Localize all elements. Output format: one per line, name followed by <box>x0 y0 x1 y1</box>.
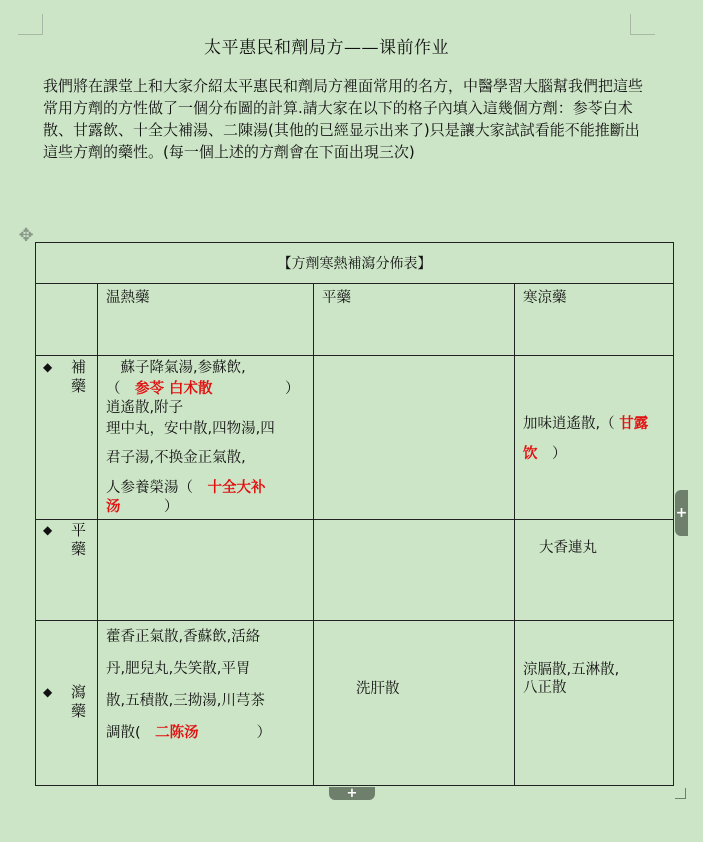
cell-purge-neutral[interactable]: 洗肝散 <box>314 621 515 786</box>
col-header-neutral: 平藥 <box>314 284 515 356</box>
answer-shenling-baizhu-san[interactable]: 参苓 白术散 <box>135 381 213 397</box>
cell-neutral-neutral[interactable] <box>314 520 515 621</box>
margin-corner-top-left <box>18 14 43 35</box>
col-header-cool: 寒涼藥 <box>515 284 674 356</box>
cell-purge-cool[interactable]: 涼膈散,五淋散, 八正散 <box>515 621 674 786</box>
col-header-warm: 温熱藥 <box>98 284 314 356</box>
answer-ganlu-yin[interactable]: 甘露饮 <box>523 415 649 462</box>
cell-neutral-warm[interactable] <box>98 520 314 621</box>
table-resize-handle[interactable] <box>675 788 686 799</box>
cell-neutral-cool[interactable]: 大香連丸 <box>515 520 674 621</box>
cell-tonify-cool[interactable]: 加味逍遙散,（ 甘露饮 ） <box>515 356 674 520</box>
diamond-bullet-icon: ◆ <box>43 685 53 699</box>
diamond-bullet-icon: ◆ <box>43 360 53 374</box>
row-header-tonify <box>36 356 98 520</box>
table-caption: 【方劑寒熱補瀉分佈表】 <box>36 243 674 284</box>
corner-cell <box>36 284 98 356</box>
document-title: 太平惠民和劑局方——课前作业 <box>204 38 449 58</box>
table-move-handle-icon[interactable]: ✥ <box>18 225 34 246</box>
diamond-bullet-icon: ◆ <box>43 523 53 537</box>
row-label-neutral: 平藥 <box>71 521 87 558</box>
row-header-neutral <box>36 520 98 621</box>
row-header-purge <box>36 621 98 786</box>
answer-shiquan-dabu-tang[interactable]: 十全大补汤 <box>106 480 266 515</box>
add-column-button[interactable]: + <box>675 490 688 536</box>
row-label-purge: 瀉藥 <box>71 683 87 720</box>
intro-paragraph: 我們將在課堂上和大家介紹太平惠民和劑局方裡面常用的名方，中醫學習大腦幫我們把這些常用方劑的方性做了一個分布圖的計算.請大家在以下的格子內填入這幾個方劑：参苓白术散、甘露飲、十全大補湯、二陳湯(其他的已經显示出来了)只是讓大家試試看能不能推斷出這些方劑的藥性。(每一個上述的方劑會在下面出現三次) <box>43 77 644 161</box>
cell-tonify-neutral[interactable] <box>314 356 515 520</box>
add-row-button[interactable]: + <box>329 787 375 800</box>
margin-corner-top-right <box>630 14 655 35</box>
cell-tonify-warm[interactable]: 蘇子降氣湯,参蘇飲, （ 参苓 白术散 ） 逍遙散,附子 理中丸，安中散,四物湯,四 君子湯,不换金正氣散, 人参養榮湯（ 十全大补汤 ） <box>98 356 314 520</box>
distribution-table <box>35 242 674 786</box>
answer-erchen-tang[interactable]: 二陈汤 <box>155 725 199 741</box>
row-label-tonify: 補藥 <box>71 358 87 395</box>
cell-purge-warm[interactable]: 藿香正氣散,香蘇飲,活絡 丹,肥兒丸,失笑散,平胃 散,五積散,三拗湯,川芎茶 調散( 二陈汤 ） <box>98 621 314 786</box>
